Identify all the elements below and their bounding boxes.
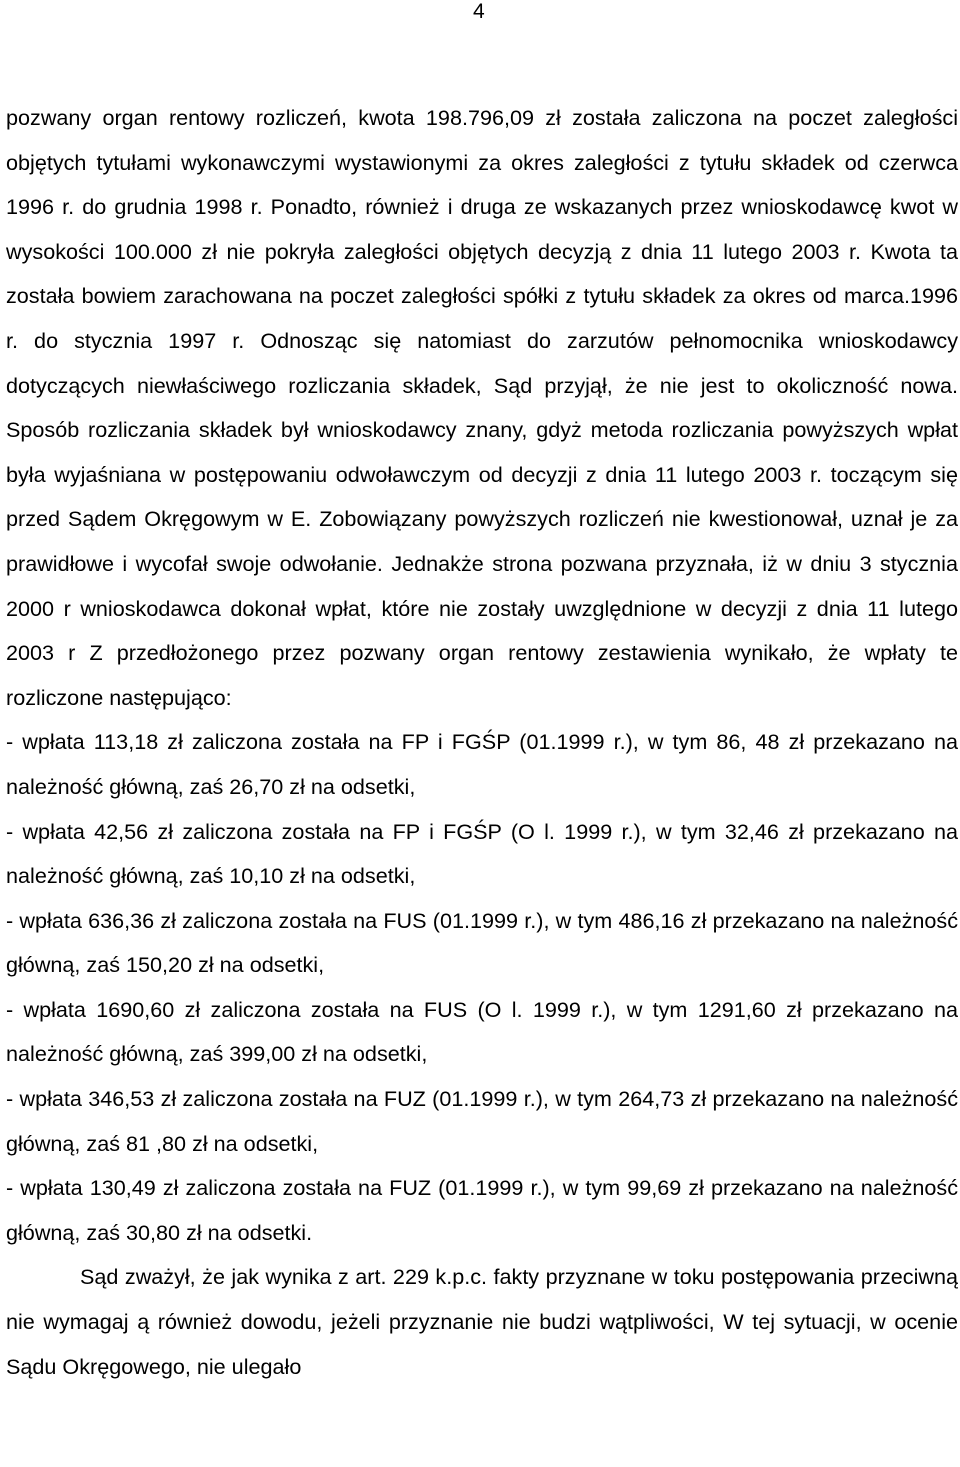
payment-item-3: - wpłata 636,36 zł zaliczona została na FUS (01.1999 r.), w tym 486,16 zł przekazano na należność główną, zaś 150,20 zł na odsetki, — [6, 907, 958, 978]
document-body — [6, 96, 958, 1389]
paragraph-court-reasoning: Sąd zważył, że jak wynika z art. 229 k.p.c. fakty przyznane w toku postępowania przeciwną nie wymagaj ą również dowodu, jeżeli przyznanie nie budzi wątpliwości, W tej sytuacji, w ocenie Sądu Okręgowego, nie ulegało — [6, 1264, 958, 1379]
page-number: 4 — [473, 0, 485, 23]
payment-item-5: - wpłata 346,53 zł zaliczona została na FUZ (01.1999 r.), w tym 264,73 zł przekazano na należność główną, zaś 81 ,80 zł na odsetki, — [6, 1086, 958, 1156]
payment-item-1: - wpłata 113,18 zł zaliczona została na FP i FGŚP (01.1999 r.), w tym 86, 48 zł przekazano na należność główną, zaś 26,70 zł na odsetki, — [6, 729, 958, 799]
payment-item-6: - wpłata 130,49 zł zaliczona została na FUZ (01.1999 r.), w tym 99,69 zł przekazano na należność główną, zaś 30,80 zł na odsetki. — [6, 1175, 958, 1245]
payment-item-2: - wpłata 42,56 zł zaliczona została na FP i FGŚP (O l. 1999 r.), w tym 32,46 zł przekazano na należność główną, zaś 10,10 zł na odsetki, — [6, 818, 958, 889]
payment-item-4: - wpłata 1690,60 zł zaliczona została na FUS (O l. 1999 r.), w tym 1291,60 zł przekazano na należność główną, zaś 399,00 zł na odsetki, — [6, 996, 958, 1067]
paragraph-continuation: pozwany organ rentowy rozliczeń, kwota 198.796,09 zł została zaliczona na poczet zaległości objętych tytułami wykonawczymi wystawionymi za okres zaległości z tytułu składek od czerwca 1996 r. do grudnia 1998 r. Ponadto, również i druga ze wskazanych przez wnioskodawcę kwot w wysokości 100.000 zł nie pokryła zaległości objętych decyzją z dnia 11 lutego 2003 r. Kwota ta została bowiem zarachowana na poczet zaległości spółki z tytułu składek za okres od marca.1996 r. do stycznia 1997 r. Odnosząc się natomiast do zarzutów pełnomocnika wnioskodawcy dotyczących niewłaściwego rozliczania składek, Sąd przyjął, że nie jest to okoliczność nowa. Sposób rozliczania składek był wnioskodawcy znany, gdyż metoda rozliczania powyższych wpłat była wyjaśniana w postępowaniu odwoławczym od decyzji z dnia 11 lutego 2003 r. toczącym się przed Sądem Okręgowym w E. Zobowiązany powyższych rozliczeń nie kwestionował, uznał je za prawidłowe i wycofał swoje odwołanie. Jednakże strona pozwana przyznała, iż w dniu 3 stycznia 2000 r wnioskodawca dokonał wpłat, które nie zostały uwzględnione w decyzji z dnia 11 lutego 2003 r Z przedłożonego przez pozwany organ rentowy zestawienia wynikało, że wpłaty te rozliczone następująco: — [6, 105, 958, 710]
